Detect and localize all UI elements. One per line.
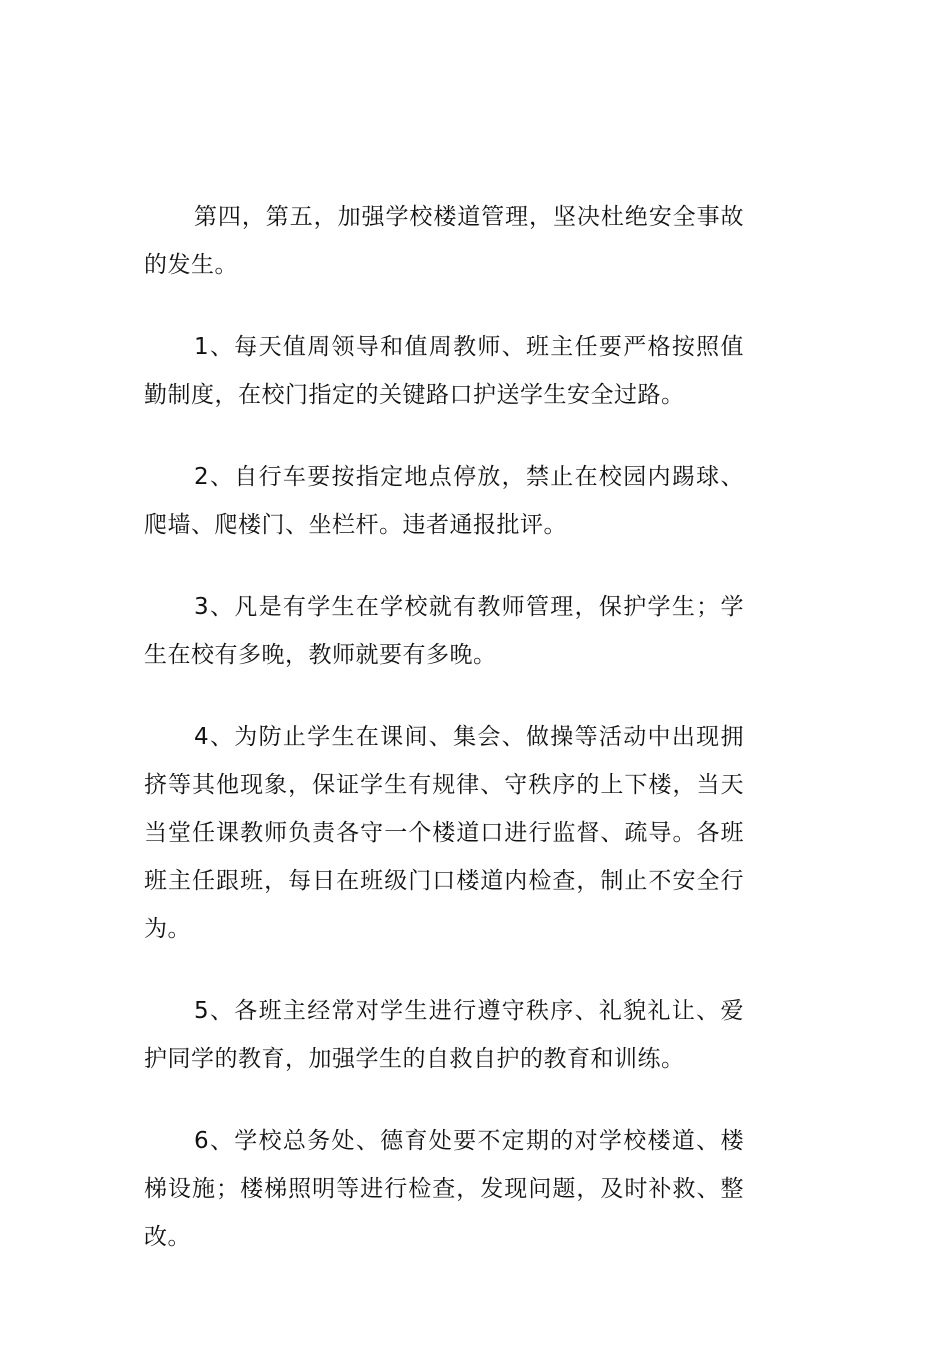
paragraph-item-1: 1、每天值周领导和值周教师、班主任要严格按照值勤制度，在校门指定的关键路口护送学生安全过路。 bbox=[144, 334, 744, 408]
paragraph-item-2: 2、自行车要按指定地点停放，禁止在校园内踢球、爬墙、爬楼门、坐栏杆。违者通报批评。 bbox=[144, 464, 744, 538]
paragraph-item-5: 5、各班主经常对学生进行遵守秩序、礼貌礼让、爱护同学的教育，加强学生的自救自护的教育和训练。 bbox=[144, 998, 744, 1072]
paragraph-item-6: 6、学校总务处、德育处要不定期的对学校楼道、楼梯设施；楼梯照明等进行检查，发现问题，及时补救、整改。 bbox=[144, 1128, 744, 1250]
paragraph-intro: 第四，第五，加强学校楼道管理，坚决杜绝安全事故的发生。 bbox=[144, 204, 744, 278]
paragraph-item-4: 4、为防止学生在课间、集会、做操等活动中出现拥挤等其他现象，保证学生有规律、守秩序的上下楼，当天当堂任课教师负责各守一个楼道口进行监督、疏导。各班班主任跟班，每日在班级门口楼道内检查，制止不安全行为。 bbox=[144, 724, 744, 942]
document-body bbox=[144, 193, 744, 1261]
paragraph-item-3: 3、凡是有学生在学校就有教师管理，保护学生；学生在校有多晚，教师就要有多晚。 bbox=[144, 594, 744, 668]
